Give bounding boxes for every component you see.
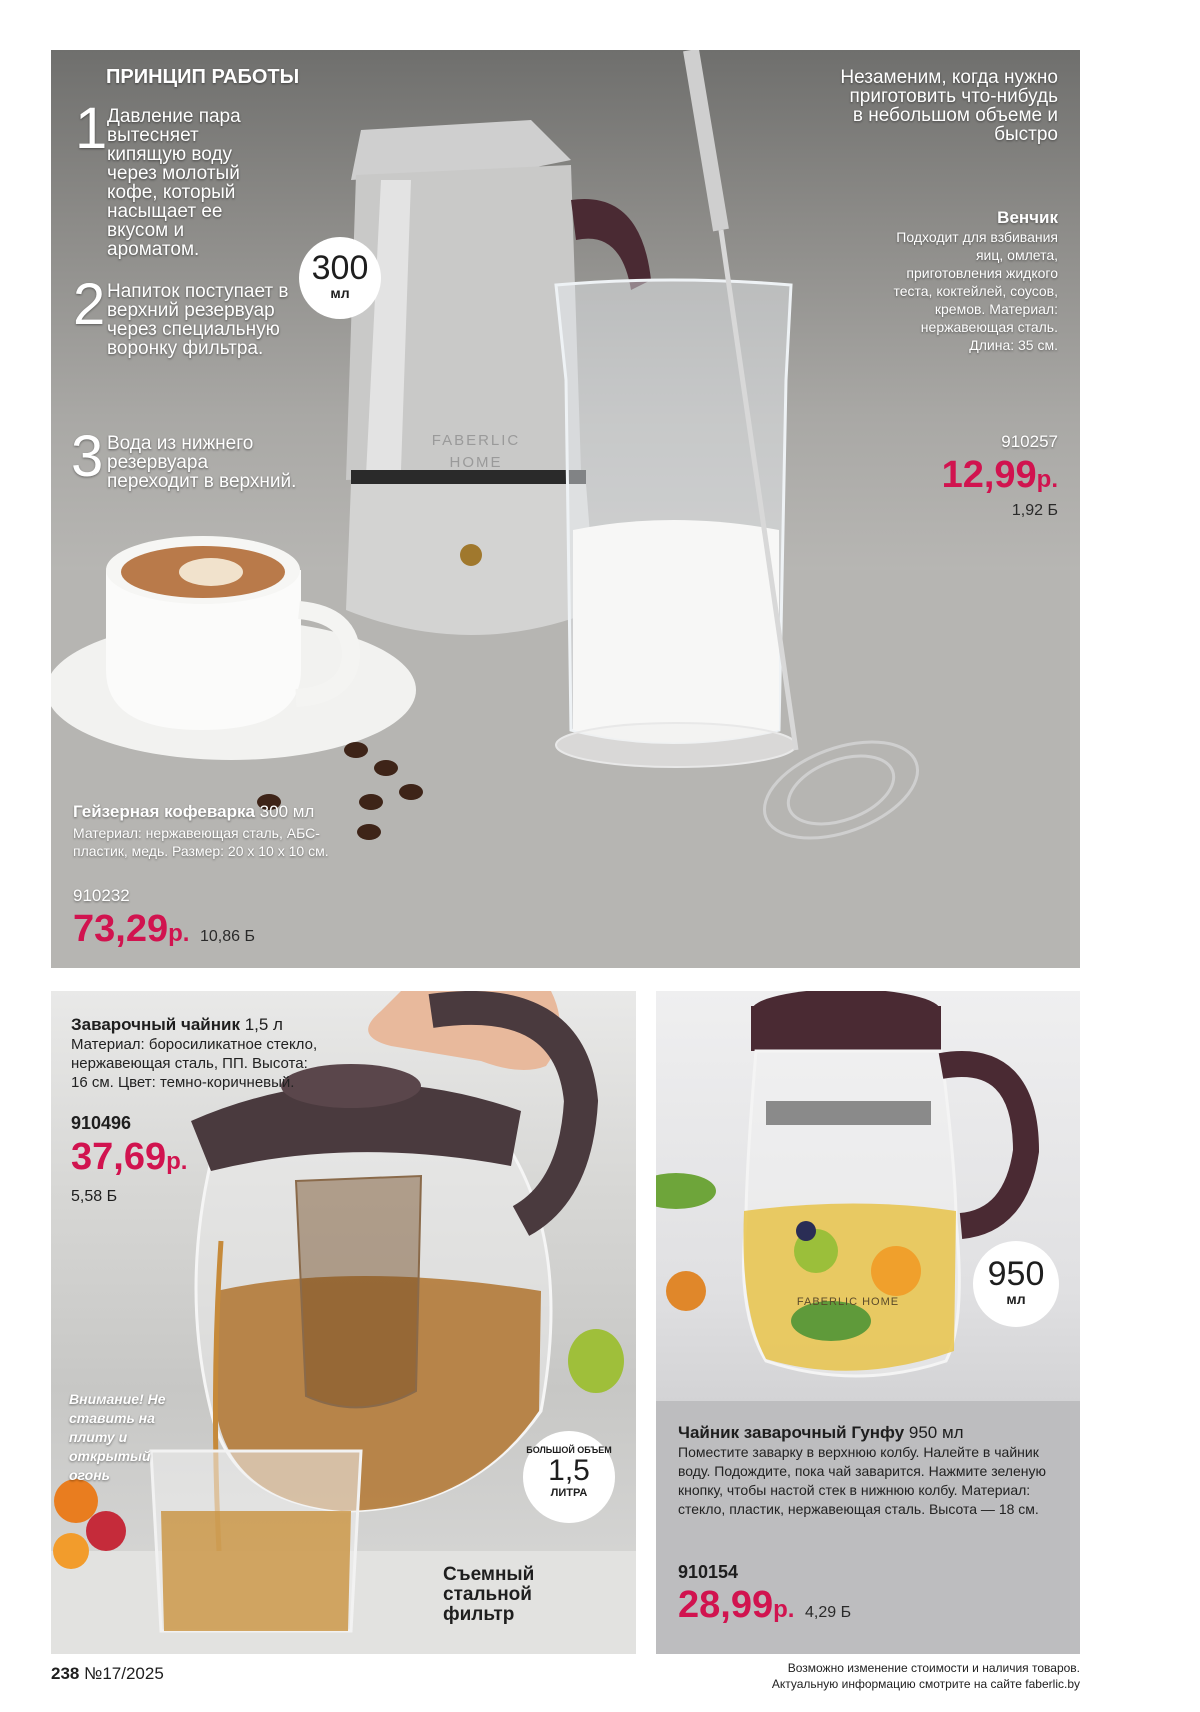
page-footer-left [51, 1664, 164, 1684]
coffee-maker-price [73, 908, 255, 958]
teapot-name: Заварочный чайник [71, 1015, 240, 1034]
coffee-maker-title [73, 802, 314, 822]
step-text-2: Напиток поступает в верхний резервуар через специальную воронку фильтра. [107, 281, 289, 359]
moka-brand-logo: FABERLIC HOME [431, 432, 521, 471]
milk-foam [573, 520, 779, 743]
coffee-maker-price-value: 73,29 [73, 908, 169, 950]
teapot-price-currency: р. [166, 1148, 188, 1175]
step-text-1: Давление пара вытесняет кипящую воду через молотый кофе, который насыщает ее вкусом и ароматом. [107, 106, 241, 260]
whisk-price [901, 454, 1058, 501]
gunfu-section [656, 991, 1080, 1654]
steel-filter [296, 1176, 421, 1407]
fruit-orange [54, 1479, 98, 1523]
whisk-price-value: 12,99 [941, 454, 1037, 496]
gunfu-points: 4,29 Б [804, 1604, 852, 1621]
coffee-maker-points: 10,86 Б [199, 928, 255, 945]
whisk-points: 1,92 Б [1011, 502, 1058, 519]
whisk-title: Венчик [997, 208, 1058, 227]
coffee-maker-price-currency: р. [168, 920, 190, 947]
coffee-maker-volume: 300 мл [259, 802, 315, 821]
teapot-description: Материал: боросиликатное стекло, нержавеющая сталь, ПП. Высота: 16 см. Цвет: темно-коричневый. [71, 1036, 318, 1091]
principle-heading: ПРИНЦИП РАБОТЫ [106, 66, 300, 88]
teapot-code: 910496 [71, 1113, 132, 1133]
tea-infusion [743, 1204, 956, 1371]
badge-unit: мл [1006, 1291, 1026, 1307]
coffee-section [51, 50, 1080, 968]
strainer-rim [766, 1101, 931, 1125]
side-orange [666, 1271, 706, 1311]
moka-valve [460, 544, 482, 566]
volume-badge-1-5 [523, 1431, 615, 1523]
volume-badge-300 [299, 237, 381, 319]
mint-sprig [656, 1173, 716, 1209]
step-number-2: 2 [73, 272, 106, 337]
jar-brand-logo: FABERLIC HOME [796, 1296, 900, 1308]
badge-value: 300 [311, 249, 369, 287]
gunfu-description: Поместите заварку в верхнюю колбу. Налейте в чайник воду. Подождите, пока чай заварится. Нажмите зеленую кнопку, чтобы настой стек в нижнюю колбу. Материал: стекло, пластик, нержавеющая сталь. Высота — 18 см. [678, 1444, 1046, 1517]
gunfu-price [678, 1584, 851, 1634]
badge-value: 1,5 [548, 1454, 590, 1487]
coffee-maker-code: 910232 [73, 886, 130, 905]
step-number-3: 3 [71, 424, 104, 489]
whisk-handle [691, 50, 721, 230]
page-number: 238 [51, 1664, 80, 1683]
badge-unit: ЛИТРА [550, 1487, 588, 1499]
blueberry [796, 1221, 816, 1241]
whisk-intro: Незаменим, когда нужно приготовить что-нибудь в небольшом объеме и быстро [840, 67, 1058, 145]
badge-value: 950 [987, 1255, 1045, 1293]
gunfu-price-currency: р. [773, 1596, 795, 1623]
gunfu-code: 910154 [678, 1562, 739, 1582]
whisk-price-currency: р. [1036, 466, 1058, 493]
fruit-pear [568, 1329, 624, 1393]
note-line-1: Возможно изменение стоимости и наличия товаров. [787, 1661, 1080, 1675]
teapot-section [51, 991, 636, 1654]
note-line-2: Актуальную информацию смотрите на сайте faberlic.by [771, 1677, 1080, 1691]
availability-note [620, 1660, 1080, 1692]
step-number-1: 1 [75, 96, 108, 161]
gunfu-lid-band [751, 1006, 941, 1051]
step-text-3: Вода из нижнего резервуара переходит в верхний. [107, 433, 297, 492]
teapot-warning: Внимание! Не ставить на плиту и открытый огонь [69, 1391, 166, 1483]
latte-art [179, 558, 243, 586]
teapot-price [71, 1136, 187, 1183]
badge-unit: мл [330, 285, 350, 301]
issue-number: №17/2025 [84, 1664, 164, 1683]
teapot-title [71, 1015, 371, 1035]
teapot-points: 5,58 Б [71, 1188, 118, 1205]
fruit-berry [86, 1511, 126, 1551]
gunfu-title [678, 1423, 1068, 1443]
orange-slice [871, 1246, 921, 1296]
badge-arc-text: БОЛЬШОЙ ОБЪЕМ [526, 1445, 612, 1455]
jug-base [556, 723, 796, 767]
moka-handle [571, 199, 651, 290]
cup-tea [161, 1511, 351, 1631]
whisk-description: Подходит для взбивания яиц, омлета, приготовления жидкого теста, коктейлей, соусов, кремов. Материал: нержавеющая сталь. Длина: 35 см. [893, 229, 1058, 353]
volume-badge-950 [973, 1241, 1059, 1327]
whisk-code: 910257 [1001, 432, 1058, 451]
coffee-maker-name: Гейзерная кофеварка [73, 802, 255, 821]
coffee-maker-description: Материал: нержавеющая сталь, АБС-пластик, медь. Размер: 20 х 10 х 10 см. [73, 825, 329, 859]
teapot-price-value: 37,69 [71, 1136, 167, 1178]
teapot-volume: 1,5 л [244, 1015, 283, 1034]
gunfu-name: Чайник заварочный Гунфу [678, 1423, 905, 1442]
gunfu-volume: 950 мл [908, 1423, 964, 1442]
fruit-apricot [53, 1533, 89, 1569]
gunfu-price-value: 28,99 [678, 1584, 774, 1626]
filter-label: Съемный стальной фильтр [443, 1564, 535, 1625]
